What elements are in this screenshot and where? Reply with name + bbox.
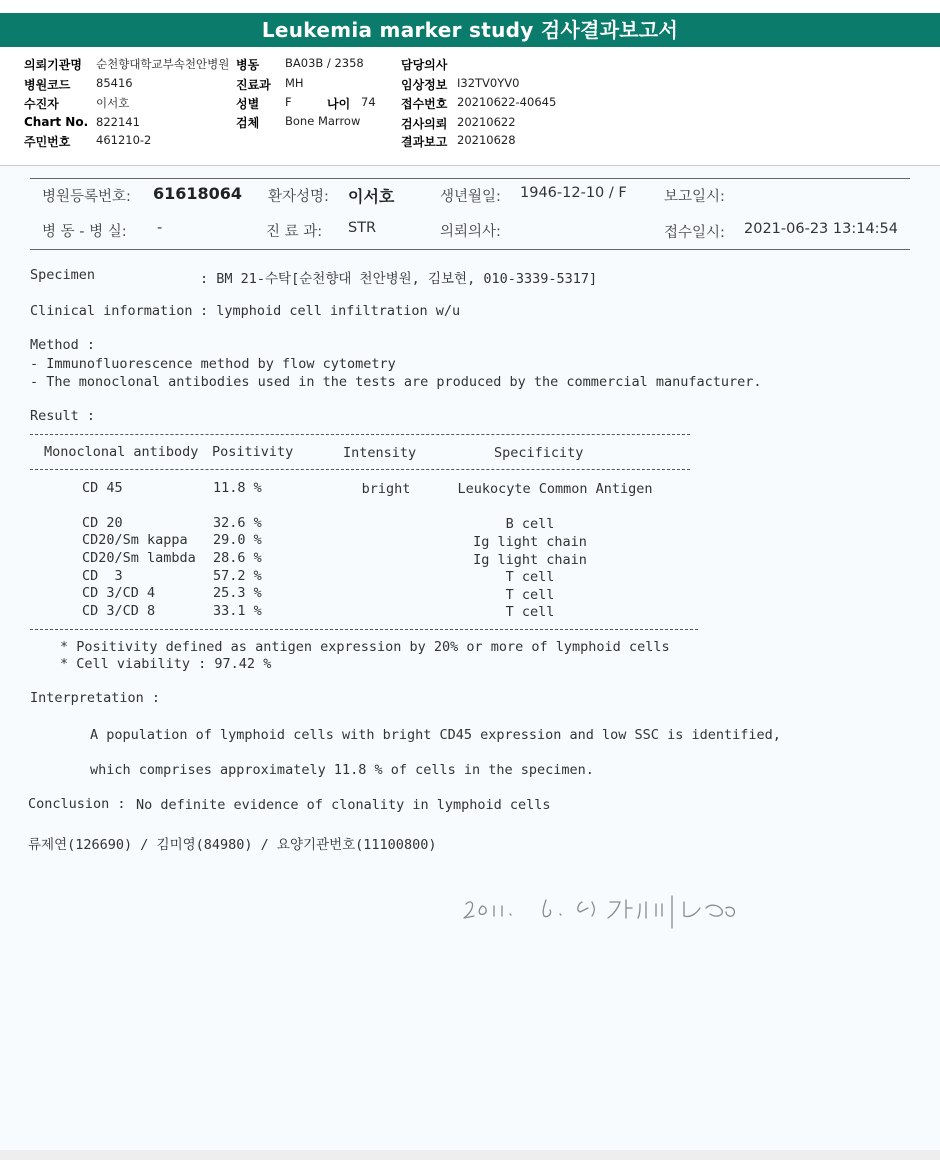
signers: 류제연(126690) / 김미영(84980) / 요양기관번호(11100800) xyxy=(28,837,437,853)
specimen-label: 검체 xyxy=(236,116,260,130)
ward-value: BA03B / 2358 xyxy=(285,56,364,70)
specificity-cell: T cell xyxy=(505,587,555,603)
antibody-cell: CD20/Sm lambda xyxy=(82,550,196,566)
request-value: 20210622 xyxy=(457,115,516,129)
hospital-code-value: 85416 xyxy=(96,76,133,90)
receipt-no-label: 접수번호 xyxy=(401,97,448,111)
divider xyxy=(30,178,910,179)
report-datetime-label: 보고일시: xyxy=(664,189,725,205)
doctor-label: 담당의사 xyxy=(401,58,448,72)
positivity-cell: 11.8 % xyxy=(213,480,262,496)
antibody-cell: CD 20 xyxy=(82,515,123,531)
dob-label: 생년월일: xyxy=(440,189,501,205)
report-body xyxy=(0,166,940,1150)
receipt-datetime-label: 접수일시: xyxy=(664,225,725,241)
dept-label: 진료과 xyxy=(236,78,271,92)
chart-no-value: 822141 xyxy=(96,115,140,129)
report-date-label: 결과보고 xyxy=(401,135,448,149)
positivity-cell: 57.2 % xyxy=(213,568,262,584)
specificity-cell: Leukocyte Common Antigen xyxy=(457,481,653,497)
page-footer xyxy=(0,1150,940,1160)
method-label: Method : xyxy=(30,337,96,353)
conclusion-label: Conclusion : xyxy=(28,796,126,812)
ward-bed-label: 병 동 - 병 실: xyxy=(42,224,127,240)
method-line: - Immunofluorescence method by flow cytometry xyxy=(30,356,396,372)
table-rule xyxy=(30,629,698,630)
table-rule xyxy=(30,469,690,470)
reg-no-label: 병원등록번호: xyxy=(42,189,131,205)
hospital-code-label: 병원코드 xyxy=(24,78,71,92)
antibody-cell: CD 45 xyxy=(82,480,123,496)
id-label: 주민번호 xyxy=(24,135,71,149)
patient-value: 이서호 xyxy=(96,96,130,110)
report-title: Leukemia marker study 검사결과보고서 xyxy=(0,13,940,47)
age-label: 나이 xyxy=(327,97,351,111)
dob-value: 1946-12-10 / F xyxy=(520,185,627,201)
antibody-cell: CD 3/CD 8 xyxy=(82,603,156,619)
specificity-cell: Ig light chain xyxy=(473,552,587,568)
receipt-no-value: 20210622-40645 xyxy=(457,95,557,109)
positivity-cell: 25.3 % xyxy=(213,585,262,601)
specificity-cell: B cell xyxy=(505,516,555,532)
intensity-cell: bright xyxy=(361,481,411,497)
viability-note: * Cell viability : 97.42 % xyxy=(60,656,272,672)
specificity-cell: T cell xyxy=(505,604,555,620)
clinical-info-label: Clinical information xyxy=(30,303,193,319)
positivity-cell: 29.0 % xyxy=(213,532,262,548)
column-header: Intensity xyxy=(343,445,417,461)
id-value: 461210-2 xyxy=(96,133,152,147)
chart-no-label: Chart No. xyxy=(24,115,89,129)
interpretation-label: Interpretation : xyxy=(30,690,161,706)
dept-value-body: STR xyxy=(348,220,377,236)
specificity-cell: Ig light chain xyxy=(473,534,587,550)
positivity-cell: 32.6 % xyxy=(213,515,262,531)
divider xyxy=(30,249,910,250)
name-value: 이서호 xyxy=(348,187,395,206)
antibody-cell: CD 3 xyxy=(82,568,123,584)
ward-bed-value: - xyxy=(157,220,163,236)
interpretation-text: which comprises approximately 11.8 % of cells in the specimen. xyxy=(90,762,594,778)
positivity-cell: 28.6 % xyxy=(213,550,262,566)
report-date-value: 20210628 xyxy=(457,133,516,147)
specimen-value: : BM 21-수탁[순천향대 천안병원, 김보현, 010-3339-5317] xyxy=(200,271,598,287)
age-value: 74 xyxy=(361,95,376,109)
institution-value: 순천향대학교부속천안병원 xyxy=(96,57,230,71)
antibody-cell: CD 3/CD 4 xyxy=(82,585,156,601)
requesting-doctor-label: 의뢰의사: xyxy=(440,224,501,240)
dept-label-body: 진 료 과: xyxy=(266,224,323,240)
result-label: Result : xyxy=(30,408,96,424)
positivity-note: * Positivity defined as antigen expression by 20% or more of lymphoid cells xyxy=(60,639,670,655)
patient-label: 수진자 xyxy=(24,97,59,111)
dept-value: MH xyxy=(285,76,304,90)
specimen-value: Bone Marrow xyxy=(285,114,361,128)
reg-no-value: 61618064 xyxy=(153,184,243,203)
conclusion-text: No definite evidence of clonality in lymphoid cells xyxy=(136,797,551,813)
table-rule xyxy=(30,434,690,435)
ward-label: 병동 xyxy=(236,58,260,72)
column-header: Specificity xyxy=(494,445,584,461)
clinical-info-value: I32TV0YV0 xyxy=(457,76,520,90)
name-label: 환자성명: xyxy=(268,189,329,205)
antibody-cell: CD20/Sm kappa xyxy=(82,532,188,548)
positivity-cell: 33.1 % xyxy=(213,603,262,619)
receipt-datetime-value: 2021-06-23 13:14:54 xyxy=(744,221,898,237)
method-line: - The monoclonal antibodies used in the tests are produced by the commercial manufacturer. xyxy=(30,374,762,390)
specimen-label: Specimen xyxy=(30,267,96,283)
sex-value: F xyxy=(285,95,292,109)
request-header xyxy=(0,47,940,166)
specificity-cell: T cell xyxy=(505,569,555,585)
column-header: Monoclonal antibody xyxy=(44,444,199,460)
institution-label: 의뢰기관명 xyxy=(24,58,82,72)
clinical-info-label: 임상정보 xyxy=(401,78,448,92)
interpretation-text: A population of lymphoid cells with bright CD45 expression and low SSC is identified, xyxy=(90,727,781,743)
request-label: 검사의뢰 xyxy=(401,117,448,131)
sex-label: 성별 xyxy=(236,97,260,111)
clinical-info-value: : lymphoid cell infiltration w/u xyxy=(200,303,461,319)
column-header: Positivity xyxy=(212,444,294,460)
handwritten-signature xyxy=(460,892,750,936)
